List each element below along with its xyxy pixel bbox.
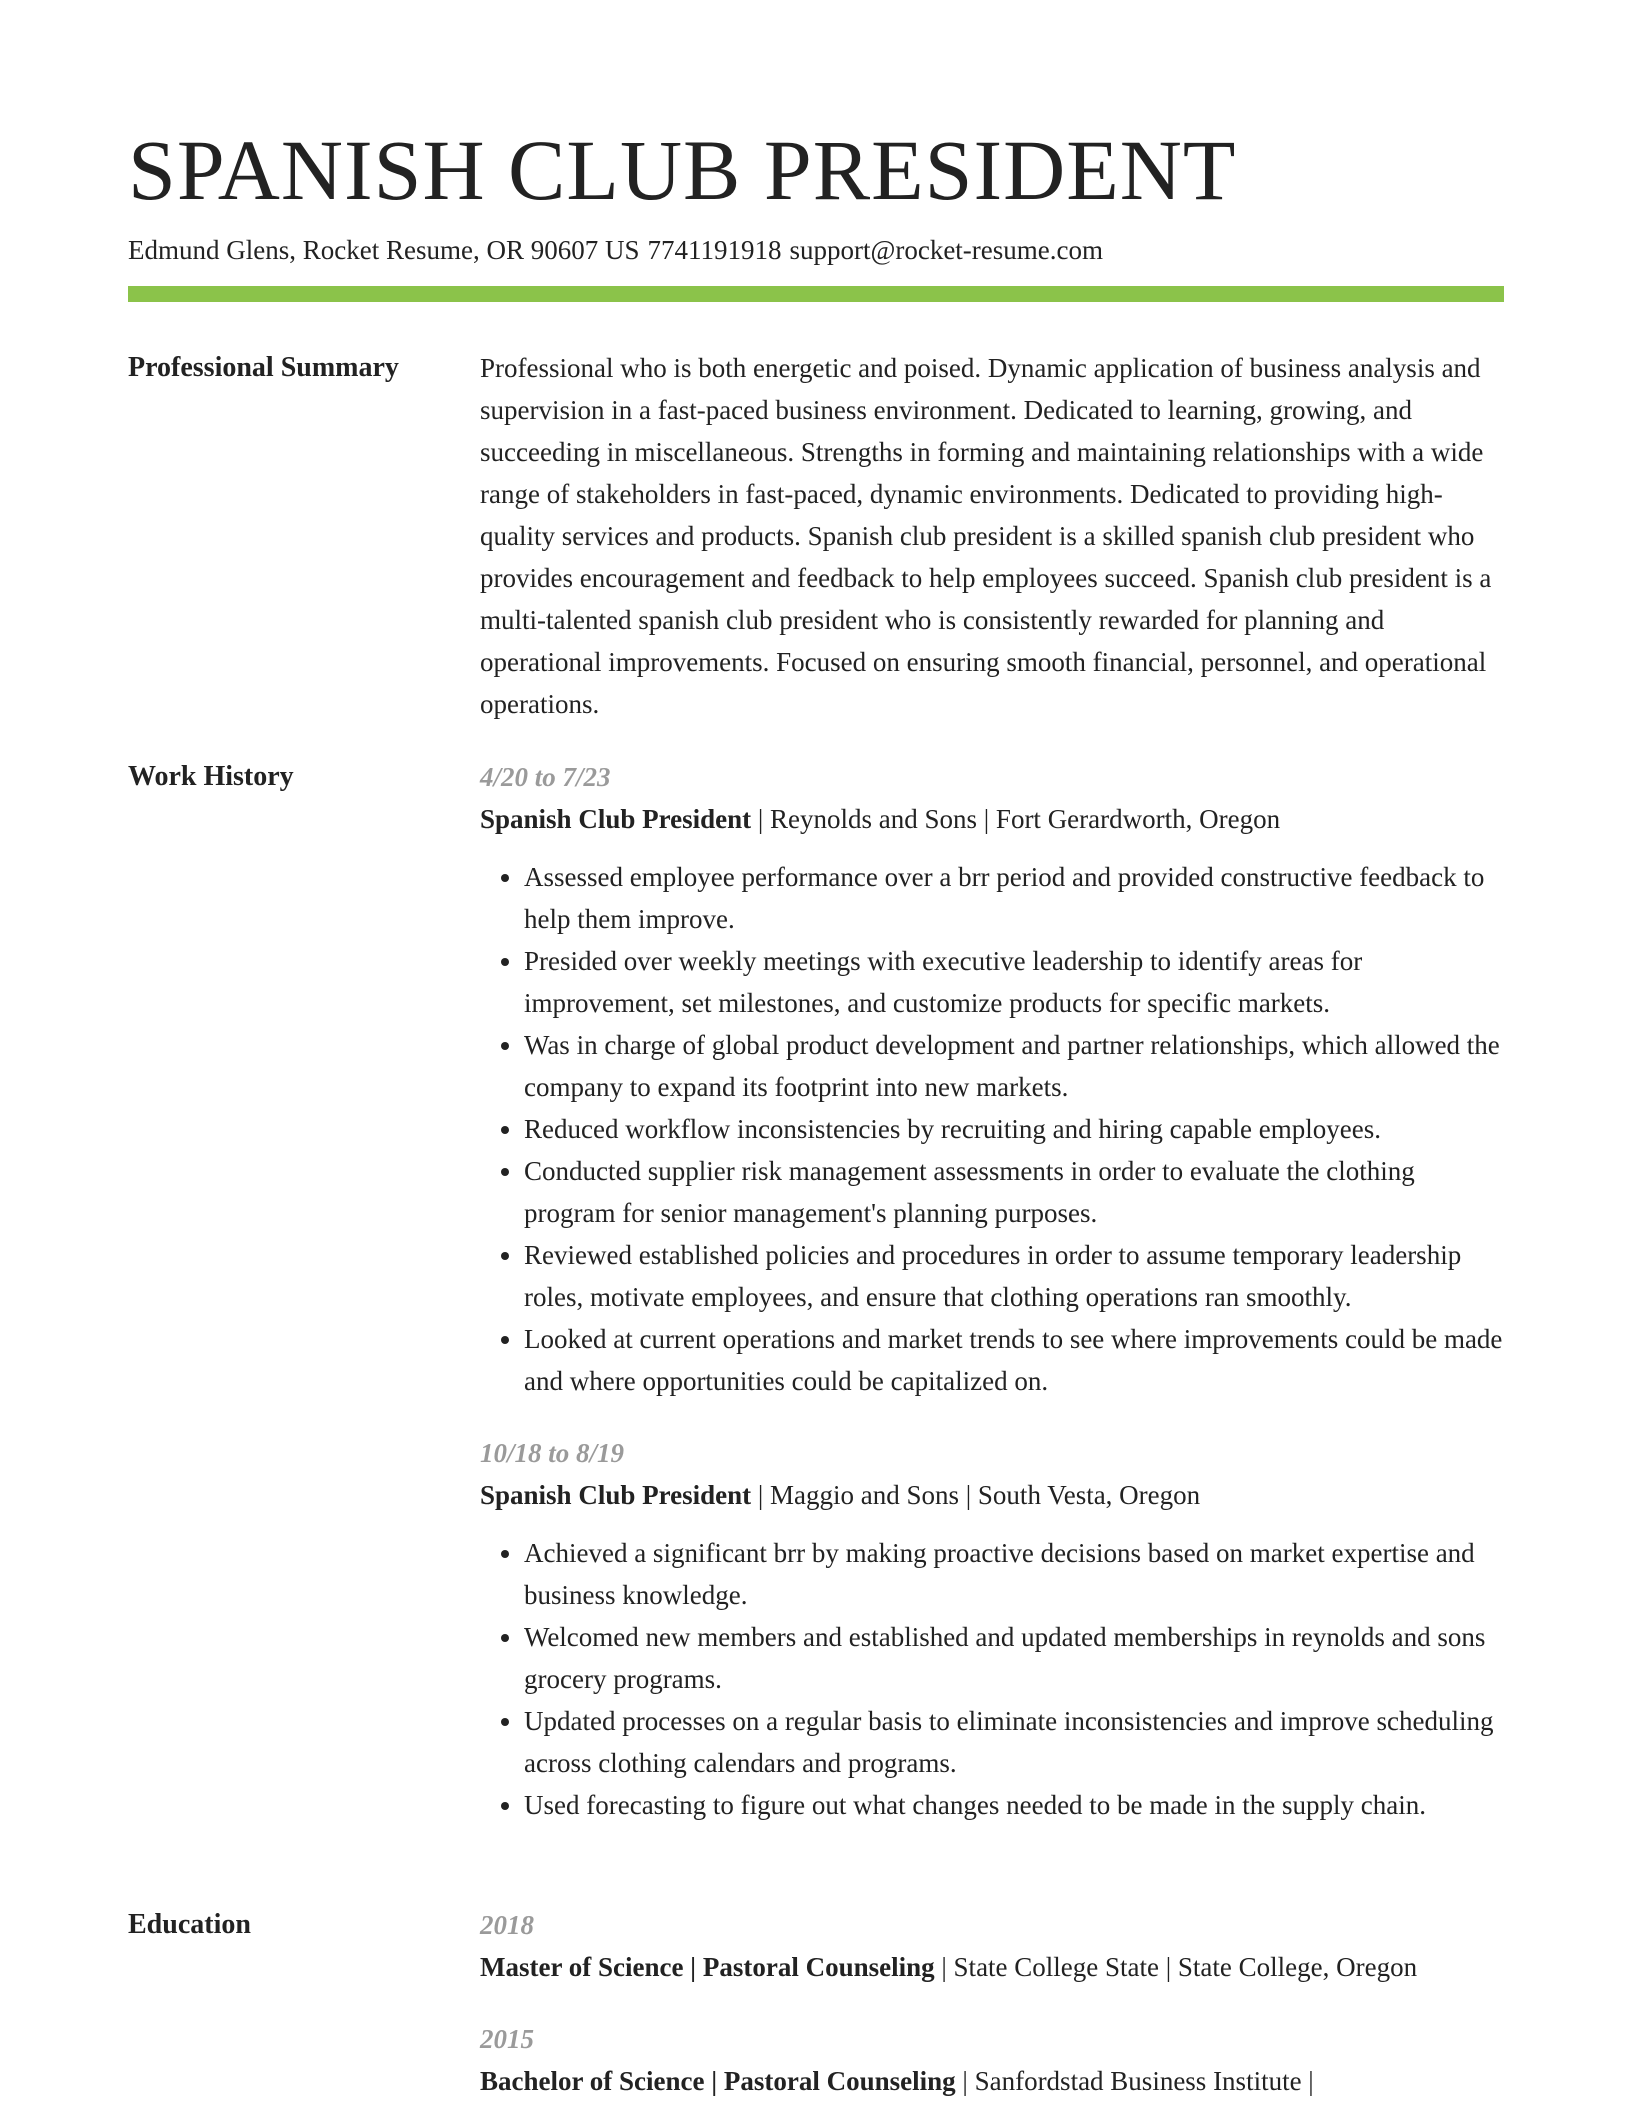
job-bullet: • Updated processes on a regular basis to eliminate inconsistencies and improve scheduling across clothing calendars and programs. [524, 1700, 1504, 1784]
job-role-line [480, 798, 1504, 840]
contact-line [128, 232, 1111, 268]
summary-heading: Professional Summary [128, 352, 399, 383]
education-entry [480, 1904, 1504, 1988]
resume-title: SPANISH CLUB PRESIDENT [128, 122, 1237, 218]
education-heading: Education [128, 1909, 251, 1940]
job-entry [480, 1432, 1504, 1826]
job-bullet: • Looked at current operations and market trends to see where improvements could be made and where opportunities could be capitalized on. [524, 1318, 1504, 1402]
job-bullets [480, 856, 1504, 1402]
job-bullet: • Reviewed established policies and procedures in order to assume temporary leadership roles, motivate employees, and ensure that clothing operations ran smoothly. [524, 1234, 1504, 1318]
education-line [480, 1946, 1504, 1988]
job-bullet: • Was in charge of global product development and partner relationships, which allowed the company to expand its footprint into new markets. [524, 1024, 1504, 1108]
contact-phone: 7741191918 [647, 235, 782, 265]
education-details: | State College State | State College, Oregon [934, 1952, 1418, 1982]
summary-text: Professional who is both energetic and poised. Dynamic application of business analysis and supervision in a fast-paced business environment. Dedicated to learning, growing, and succeeding in miscellaneous. Strengths in forming and maintaining relationships with a wide range of stakeholders in fast-paced, dynamic environments. Dedicated to providing high-quality services and products. Spanish club president is a skilled spanish club president who provides encouragement and feedback to help employees succeed. Spanish club president is a multi-talented spanish club president who is consistently rewarded for planning and operational improvements. Focused on ensuring smooth financial, personnel, and operational operations. [480, 353, 1492, 719]
job-bullet: • Used forecasting to figure out what changes needed to be made in the supply chain. [524, 1784, 1504, 1826]
education-details: | Sanfordstad Business Institute | [955, 2066, 1314, 2096]
education-line [480, 2060, 1504, 2102]
education-year: 2018 [480, 1910, 534, 1940]
summary-body [480, 347, 1504, 725]
contact-address: Edmund Glens, Rocket Resume, OR 90607 US [128, 235, 640, 265]
contact-email: support@rocket-resume.com [789, 235, 1104, 265]
job-title: Spanish Club President [480, 804, 752, 834]
job-role-line [480, 1474, 1504, 1516]
work-history-body [480, 756, 1504, 1826]
education-degree: Bachelor of Science | Pastoral Counseling [480, 2066, 956, 2096]
work-history-heading: Work History [128, 761, 294, 792]
job-details: | Maggio and Sons | South Vesta, Oregon [751, 1480, 1201, 1510]
job-details: | Reynolds and Sons | Fort Gerardworth, Oregon [751, 804, 1281, 834]
job-bullets [480, 1532, 1504, 1826]
job-entry [480, 756, 1504, 1402]
education-entry [480, 2018, 1504, 2102]
job-bullet: • Conducted supplier risk management assessments in order to evaluate the clothing program for senior management's planning purposes. [524, 1150, 1504, 1234]
job-title: Spanish Club President [480, 1480, 752, 1510]
job-bullet: • Assessed employee performance over a brr period and provided constructive feedback to help them improve. [524, 856, 1504, 940]
job-bullet: • Presided over weekly meetings with executive leadership to identify areas for improvement, set milestones, and customize products for specific markets. [524, 940, 1504, 1024]
job-bullet: • Reduced workflow inconsistencies by recruiting and hiring capable employees. [524, 1108, 1504, 1150]
header-divider [128, 286, 1504, 302]
education-degree: Master of Science | Pastoral Counseling [480, 1952, 935, 1982]
education-body [480, 1904, 1504, 2102]
job-dates: 10/18 to 8/19 [480, 1438, 625, 1468]
job-bullet: • Welcomed new members and established and updated memberships in reynolds and sons grocery programs. [524, 1616, 1504, 1700]
job-dates: 4/20 to 7/23 [480, 762, 611, 792]
education-year: 2015 [480, 2024, 534, 2054]
job-bullet: • Achieved a significant brr by making proactive decisions based on market expertise and business knowledge. [524, 1532, 1504, 1616]
